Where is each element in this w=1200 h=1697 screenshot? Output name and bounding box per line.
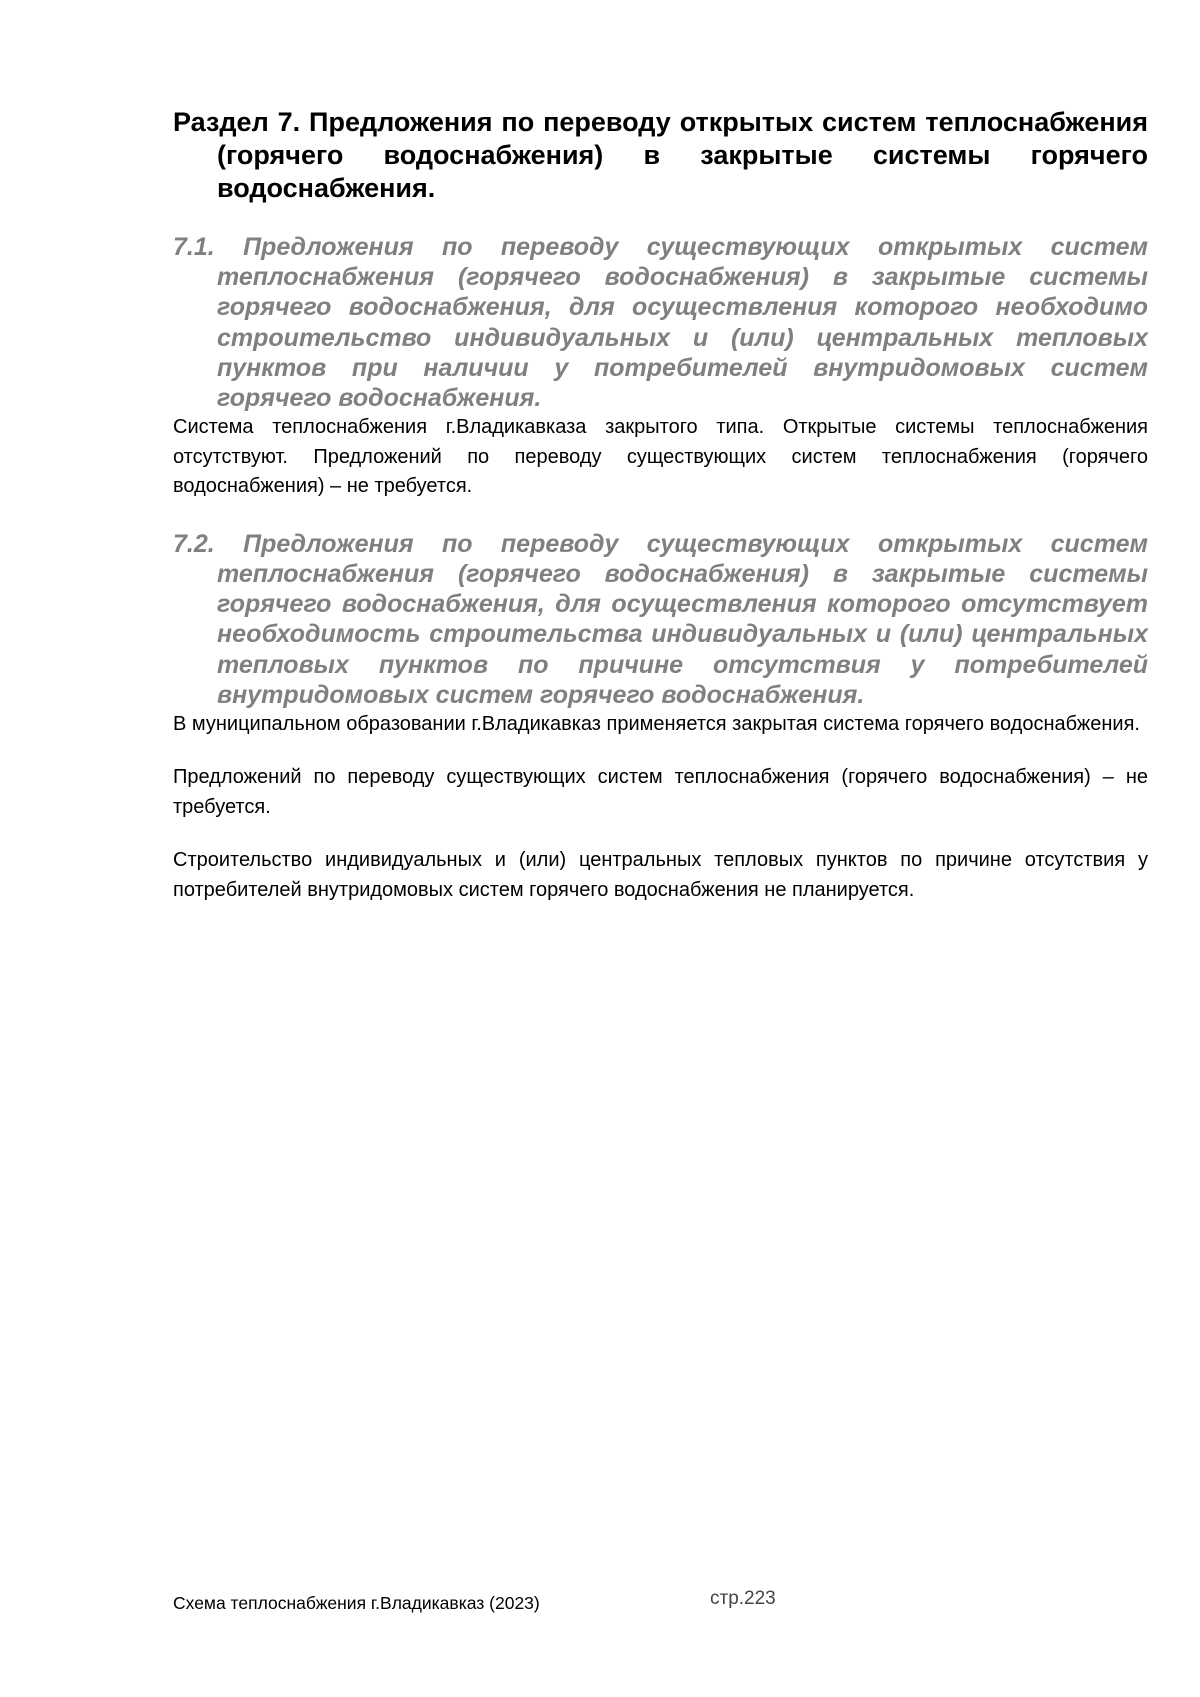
subsection-heading-7-1: 7.1. Предложения по переводу существующих открытых систем теплоснабжения (горячего водоснабжения) в закрытые системы горячего водоснабжения, для осуществления которого необходимо строительство индивидуальных и (или) центральных тепловых пунктов при наличии у потребителей внутридомовых систем горячего водоснабжения. [173, 233, 1148, 413]
paragraph-7-2-2: Предложений по переводу существующих систем теплоснабжения (горячего водоснабжения) – не требуется. [173, 766, 1148, 818]
footer-document-title: Схема теплоснабжения г.Владикавказ (2023) [173, 1593, 540, 1613]
footer-page-number: стр.223 [710, 1588, 776, 1609]
paragraph-7-1-1: Система теплоснабжения г.Владикавказа закрытого типа. Открытые системы теплоснабжения отсутствуют. Предложений по переводу существующих систем теплоснабжения (горячего водоснабжения) – не требуется. [173, 416, 1148, 498]
subsection-heading-7-2: 7.2. Предложения по переводу существующих открытых систем теплоснабжения (горячего водоснабжения) в закрытые системы горячего водоснабжения, для осуществления которого отсутствует необходимость строительства индивидуальных и (или) центральных тепловых пунктов по причине отсутствия у потребителей внутридомовых систем горячего водоснабжения. [173, 529, 1148, 709]
section-heading: Раздел 7. Предложения по переводу открытых систем теплоснабжения (горячего водоснабжения) в закрытые системы горячего водоснабжения. [173, 107, 1148, 203]
document-page [173, 106, 1148, 905]
paragraph-7-2-1: В муниципальном образовании г.Владикавказ применяется закрытая система горячего водоснабжения. [173, 712, 1140, 735]
paragraph-7-2-3: Строительство индивидуальных и (или) центральных тепловых пунктов по причине отсутствия у потребителей внутридомовых систем горячего водоснабжения не планируется. [173, 849, 1148, 901]
